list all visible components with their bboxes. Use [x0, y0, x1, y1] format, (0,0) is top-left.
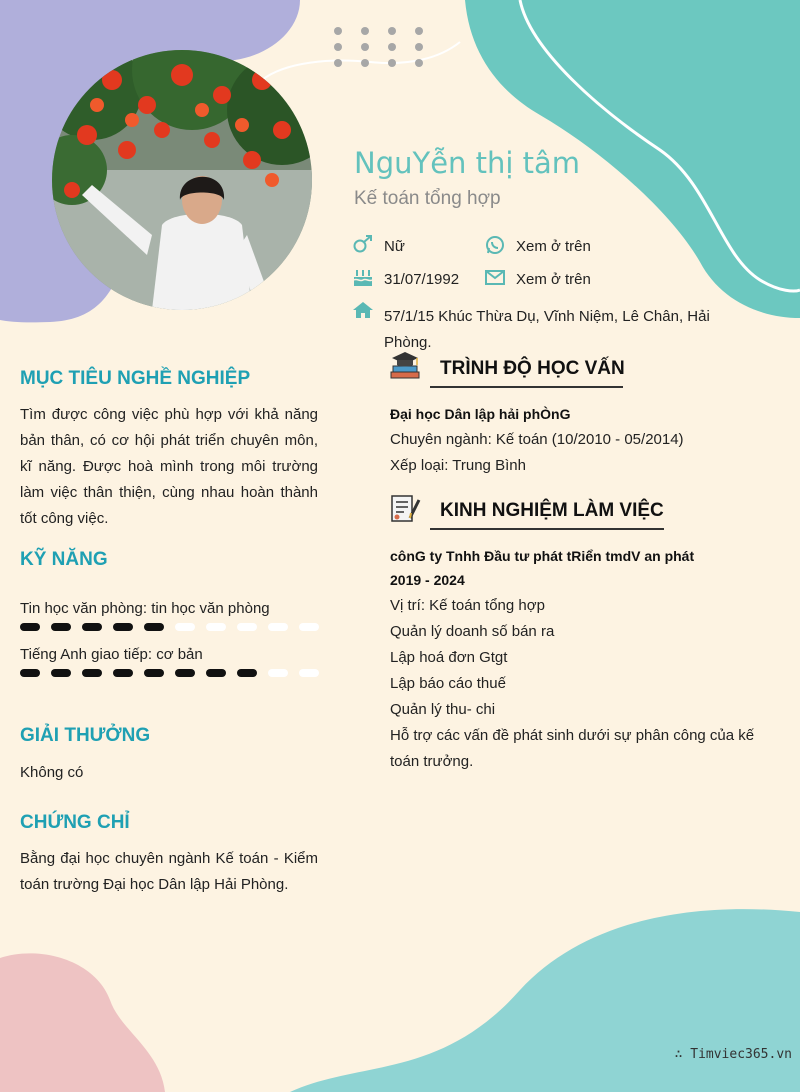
experience-line: Vị trí: Kế toán tổng hợp [390, 597, 545, 614]
address [384, 304, 710, 356]
skill-dash-filled [206, 669, 226, 677]
skill-dash-filled [51, 623, 71, 631]
skill-dash-filled [113, 669, 133, 677]
experience-underline [430, 528, 664, 530]
skill-dash-filled [82, 669, 102, 677]
phone-icon [484, 235, 506, 255]
birthday-cake-icon [352, 267, 374, 287]
address-line-2: Phòng. [384, 334, 432, 351]
site-watermark: ∴ Timviec365.vn [674, 1047, 792, 1062]
skill-rating-bar [20, 669, 320, 679]
skill-dash-filled [144, 669, 164, 677]
skill-dash-filled [175, 669, 195, 677]
birthday-value: 31/07/1992 [384, 271, 460, 288]
skill-dash-filled [237, 669, 257, 677]
skill-dash-empty [268, 623, 288, 631]
skill-dash-empty [299, 623, 319, 631]
experience-line: Quản lý thu- chi [390, 701, 496, 718]
skill-dash-filled [20, 669, 40, 677]
skill-dash-filled [144, 623, 164, 631]
skill-dash-empty [237, 623, 257, 631]
skills-heading: KỸ NĂNG [20, 549, 108, 570]
gender-icon [352, 235, 374, 255]
skill-dash-empty [299, 669, 319, 677]
experience-line: Lập báo cáo thuế [390, 675, 506, 692]
email-icon [484, 267, 506, 287]
skill-rating-bar [20, 623, 320, 633]
skill-dash-filled [113, 623, 133, 631]
experience-line: Hỗ trợ các vấn đề phát sinh dưới sự phân công của kế [390, 727, 755, 744]
education-underline [430, 386, 623, 388]
outline-curve-left [262, 42, 460, 80]
experience-line: Lập hoá đơn Gtgt [390, 649, 508, 666]
skill-dash-filled [82, 623, 102, 631]
company-name: cônG ty Tnhh Đầu tư phát tRiển tmdV an phát [390, 548, 695, 564]
skill-dash-filled [20, 623, 40, 631]
home-icon [352, 300, 374, 320]
profile-photo [52, 50, 312, 310]
experience-line: Quản lý doanh số bán ra [390, 623, 555, 640]
pink-blob [0, 953, 165, 1092]
awards-text: Không có [20, 764, 84, 781]
education-heading: TRÌNH ĐỘ HỌC VẤN [440, 358, 625, 379]
phone-value: Xem ở trên [516, 238, 591, 255]
skill-label: Tiếng Anh giao tiếp: cơ bản [20, 646, 203, 663]
skill-dash-empty [206, 623, 226, 631]
email-value: Xem ở trên [516, 271, 591, 288]
experience-document-icon [388, 492, 422, 524]
school-name: Đại học Dân lập hải phÒnG [390, 406, 571, 422]
awards-heading: GIẢI THƯỞNG [20, 725, 151, 746]
skill-dash-filled [51, 669, 71, 677]
skill-dash-empty [268, 669, 288, 677]
job-title: Kế toán tổng hợp [354, 188, 501, 209]
education-rank: Xếp loại: Trung Bình [390, 457, 526, 474]
objective-heading: MỤC TIÊU NGHỀ NGHIỆP [20, 368, 251, 389]
experience-heading: KINH NGHIỆM LÀM VIỆC [440, 500, 664, 521]
teal-bottom-blob [290, 909, 800, 1092]
experience-line: toán trưởng. [390, 753, 474, 770]
candidate-name: NguYễn thị tâm [354, 146, 581, 180]
work-period: 2019 - 2024 [390, 572, 465, 588]
certificates-heading: CHỨNG CHỈ [20, 812, 130, 833]
address-line-1: 57/1/15 Khúc Thừa Dụ, Vĩnh Niệm, Lê Chân, Hải [384, 308, 710, 325]
education-major: Chuyên ngành: Kế toán (10/2010 - 05/2014) [390, 431, 684, 448]
skill-dash-empty [175, 623, 195, 631]
certificates-text: Bằng đại học chuyên ngành Kế toán - Kiểm toán trường Đại học Dân lập Hải Phòng. [20, 850, 318, 893]
skill-label: Tin học văn phòng: tin học văn phòng [20, 600, 270, 617]
gender-value: Nữ [384, 238, 405, 255]
objective-text: Tìm được công việc phù hợp với khả năng bản thân, có cơ hội phát triển chuyên môn, kĩ năng. Được hoà mình trong môi trường làm việc thân thiện, cùng nhau hoàn thành tốt công việc. [20, 406, 318, 527]
education-books-icon [388, 350, 422, 382]
